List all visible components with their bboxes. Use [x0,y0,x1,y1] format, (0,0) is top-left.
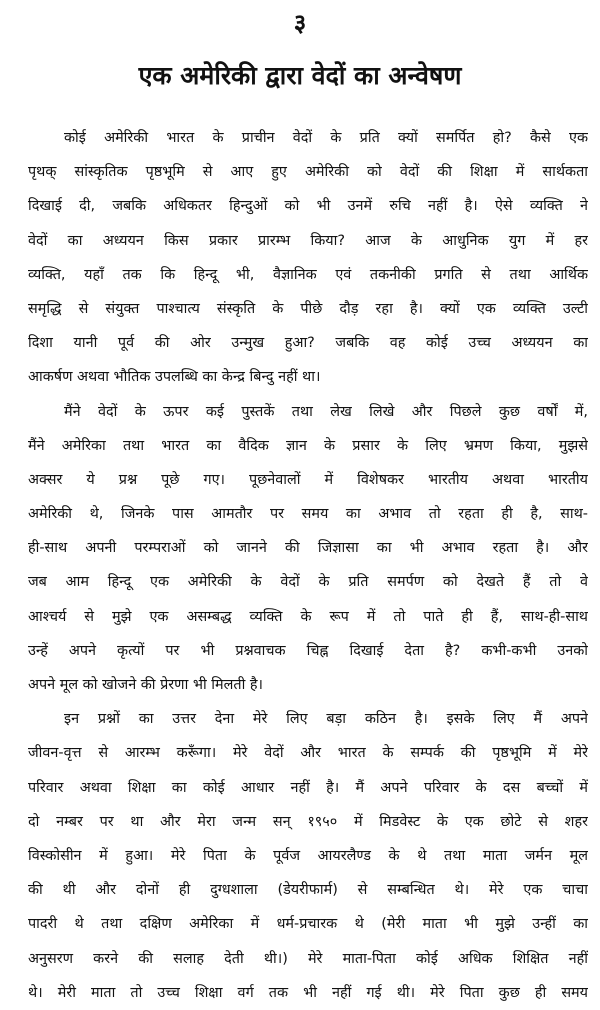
text-line: अक्सर ये प्रश्न पूछे गए। पूछनेवालों में विशेषकर भारतीय अथवा भारतीय [28,471,588,488]
text-line: दिखाई दी, जबकि अधिकतर हिन्दुओं को भी उनमें रुचि नहीं है। ऐसे व्यक्ति ने [28,198,588,215]
text-line: दिशा यानी पूर्व की ओर उन्मुख हुआ? जबकि वह कोई उच्च अध्ययन का [28,335,588,352]
text-line: आश्चर्य से मुझे एक असम्बद्ध व्यक्ति के रूप में तो पाते ही हैं, साथ-ही-साथ [28,608,588,625]
text-line: जीवन-वृत्त से आरम्भ करूँगा। मेरे वेदों और भारत के सम्पर्क की पृष्ठभूमि में मेरे [28,745,588,762]
text-line: पृथक् सांस्कृतिक पृष्ठभूमि से आए हुए अमेरिकी को वेदों की शिक्षा में सार्थकता [28,164,588,181]
text-line: मैंने वेदों के ऊपर कई पुस्तकें तथा लेख लिखे और पिछले कुछ वर्षों में, [64,403,588,420]
text-line: दो नम्बर पर था और मेरा जन्म सन् १९५० में मिडवेस्ट के एक छोटे से शहर [28,813,588,830]
text-line: उन्हें अपने कृत्यों पर भी प्रश्नवाचक चिह्न दिखाई देता है? कभी-कभी उनको [28,642,588,659]
text-line: कोई अमेरिकी भारत के प्राचीन वेदों के प्रति क्यों समर्पित हो? कैसे एक [64,130,588,146]
text-line: थे। मेरी माता तो उच्च शिक्षा वर्ग तक भी नहीं गई थी। मेरे पिता कुछ ही समय [28,984,588,1001]
paragraph-2 [28,395,588,703]
chapter-body [28,121,588,1010]
text-line: वेदों का अध्ययन किस प्रकार प्रारम्भ किया? आज के आधुनिक युग में हर [28,232,588,249]
text-line: व्यक्ति, यहाँ तक कि हिन्दू भी, वैज्ञानिक एवं तकनीकी प्रगति से तथा आर्थिक [28,266,588,283]
text-line: परिवार अथवा शिक्षा का कोई आधार नहीं है। मैं अपने परिवार के दस बच्चों में [28,779,588,796]
text-line: अपने मूल को खोजने की प्रेरणा भी मिलती है। [28,677,263,693]
text-line: अमेरिकी थे, जिनके पास आमतौर पर समय का अभाव तो रहता ही है, साथ- [28,506,588,523]
paragraph-3 [28,702,588,1010]
text-line: इन प्रश्नों का उत्तर देना मेरे लिए बड़ा कठिन है। इसके लिए मैं अपने [64,711,588,728]
text-line: जब आम हिन्दू एक अमेरिकी के वेदों के प्रति समर्पण को देखते हैं तो वे [28,574,588,591]
chapter-title: एक अमेरिकी द्वारा वेदों का अन्वेषण [138,61,462,90]
text-line: समृद्धि से संयुक्त पाश्चात्य संस्कृति के पीछे दौड़ रहा है। क्यों एक व्यक्ति उल्टी [28,300,588,317]
paragraph-1 [28,121,588,395]
text-line: मैंने अमेरिका तथा भारत का वैदिक ज्ञान के प्रसार के लिए भ्रमण किया, मुझसे [28,437,588,454]
text-line: आकर्षण अथवा भौतिक उपलब्धि का केन्द्र बिन्दु नहीं था। [28,369,321,386]
text-line: अनुसरण करने की सलाह देती थी।) मेरे माता-पिता कोई अधिक शिक्षित नहीं [28,950,588,967]
text-line: विस्कोसीन में हुआ। मेरे पिता के पूर्वज आयरलैण्ड के थे तथा माता जर्मन मूल [28,847,588,864]
text-line: पादरी थे तथा दक्षिण अमेरिका में धर्म-प्रचारक थे (मेरी माता भी मुझे उन्हीं का [28,916,588,933]
text-line: ही-साथ अपनी परम्पराओं को जानने की जिज्ञासा का भी अभाव रहता है। और [28,540,588,557]
text-line: की थी और दोनों ही दुग्धशाला (डेयरीफार्म) से सम्बन्धित थे। मेरे एक चाचा [28,882,588,899]
chapter-number: ३ [293,9,307,37]
